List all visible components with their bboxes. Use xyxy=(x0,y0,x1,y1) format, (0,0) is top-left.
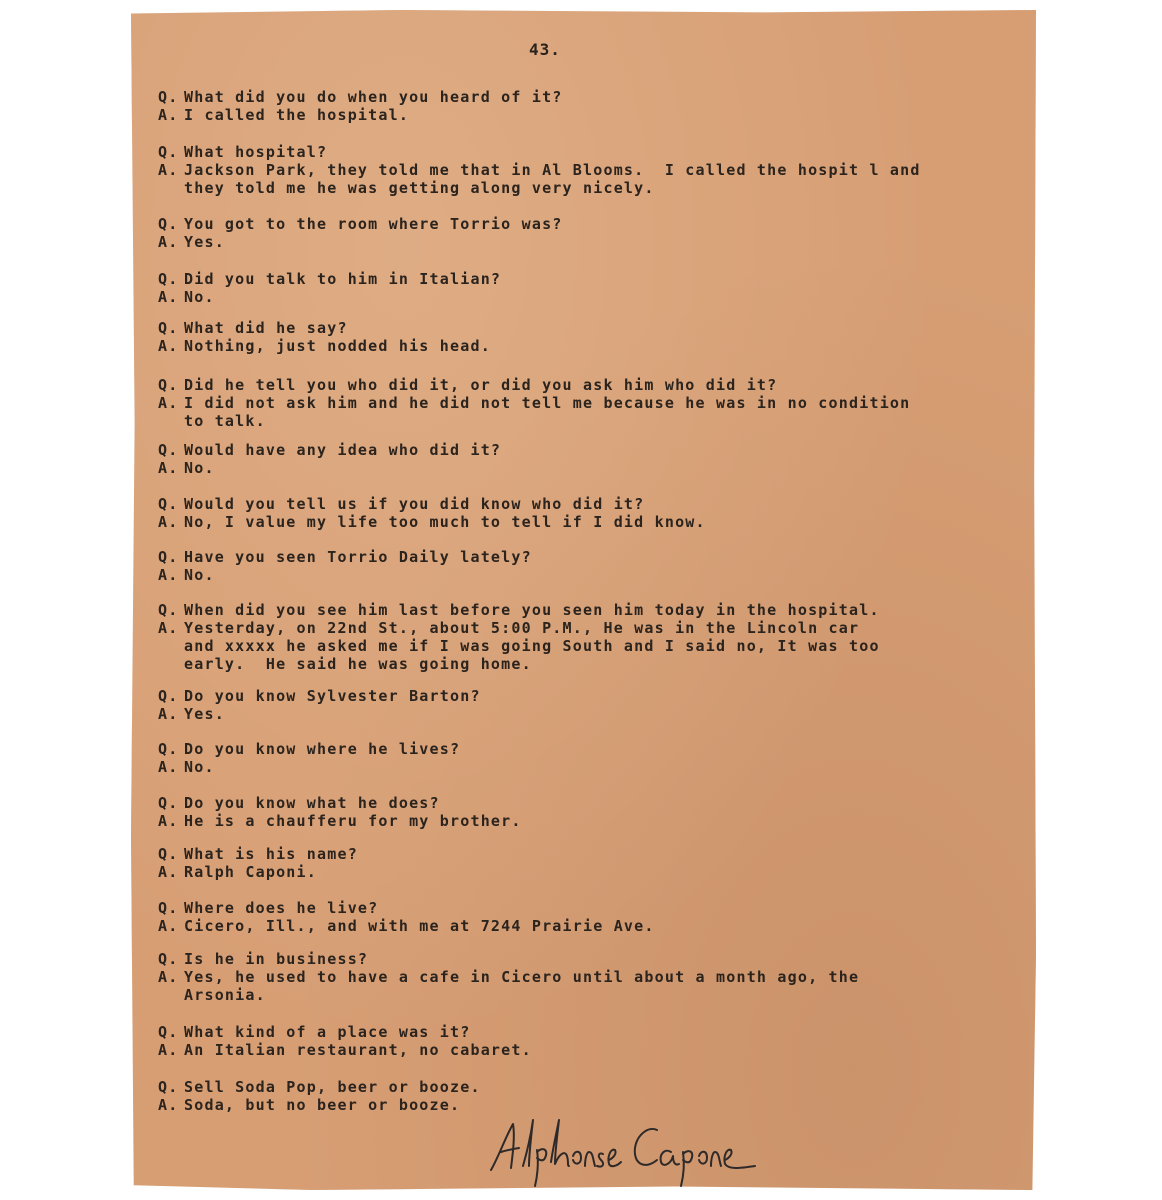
answer-line: A. Yes, he used to have a cafe in Cicero until about a month ago, the xyxy=(158,968,860,986)
answer-text: No, I value my life too much to tell if I did know. xyxy=(184,513,706,531)
qa-pair xyxy=(158,1023,532,1059)
question-line: Q. Where does he live? xyxy=(158,899,379,917)
question-line: Q. What hospital? xyxy=(158,143,328,161)
answer-line: A. Nothing, just nodded his head. xyxy=(158,337,491,355)
answer-text: early. He said he was going home. xyxy=(184,655,532,673)
answer-text: I did not ask him and he did not tell me because he was in no condition xyxy=(184,394,911,412)
answer-text: Soda, but no beer or booze. xyxy=(184,1096,461,1114)
question-text: What is his name? xyxy=(184,845,358,863)
question-text: When did you see him last before you seen him today in the hospital. xyxy=(184,601,880,619)
question-text: Do you know where he lives? xyxy=(184,740,461,758)
question-line: Q. Do you know where he lives? xyxy=(158,740,461,758)
qa-pair xyxy=(158,794,522,830)
question-line: Q. What is his name? xyxy=(158,845,358,863)
question-text: What did he say? xyxy=(184,319,348,337)
answer-line: A. I did not ask him and he did not tell me because he was in no condition xyxy=(158,394,911,412)
question-line: Q. What did you do when you heard of it? xyxy=(158,88,563,106)
qa-pair xyxy=(158,548,532,584)
answer-text: they told me he was getting along very nicely. xyxy=(184,179,655,197)
question-text: What hospital? xyxy=(184,143,328,161)
question-line: Q. What kind of a place was it? xyxy=(158,1023,471,1041)
question-text: You got to the room where Torrio was? xyxy=(184,215,563,233)
qa-pair xyxy=(158,1078,481,1114)
question-line: Q. Would you tell us if you did know who did it? xyxy=(158,495,645,513)
qa-pair xyxy=(158,740,460,776)
question-text: Did you talk to him in Italian? xyxy=(184,270,502,288)
question-text: Would have any idea who did it? xyxy=(184,441,502,459)
answer-line xyxy=(158,412,910,430)
question-line: Q. What did he say? xyxy=(158,319,348,337)
answer-line: A. Yesterday, on 22nd St., about 5:00 P.M., He was in the Lincoln car xyxy=(158,619,860,637)
question-line: Q. When did you see him last before you seen him today in the hospital. xyxy=(158,601,880,619)
qa-pair xyxy=(158,899,655,935)
question-line: Q. Did he tell you who did it, or did you ask him who did it? xyxy=(158,376,778,394)
answer-text: I called the hospital. xyxy=(184,106,410,124)
answer-text: Ralph Caponi. xyxy=(184,863,317,881)
answer-text: No. xyxy=(184,566,215,584)
answer-line: A. He is a chaufferu for my brother. xyxy=(158,812,522,830)
handwritten-signature xyxy=(485,1108,765,1188)
answer-line: A. No. xyxy=(158,758,215,776)
answer-line xyxy=(158,637,880,655)
qa-pair xyxy=(158,687,481,723)
answer-line: A. No. xyxy=(158,288,215,306)
answer-line: A. Jackson Park, they told me that in Al Blooms. I called the hospit l and xyxy=(158,161,921,179)
answer-line: A. Yes. xyxy=(158,233,225,251)
qa-pair xyxy=(158,319,491,355)
qa-pair xyxy=(158,215,563,251)
answer-text: Yesterday, on 22nd St., about 5:00 P.M., He was in the Lincoln car xyxy=(184,619,860,637)
answer-text: Yes. xyxy=(184,233,225,251)
answer-line: A. Soda, but no beer or booze. xyxy=(158,1096,461,1114)
question-text: What did you do when you heard of it? xyxy=(184,88,563,106)
question-line: Q. Would have any idea who did it? xyxy=(158,441,502,459)
question-text: Did he tell you who did it, or did you ask him who did it? xyxy=(184,376,778,394)
answer-text: Jackson Park, they told me that in Al Blooms. I called the hospit l and xyxy=(184,161,921,179)
answer-text: Yes, he used to have a cafe in Cicero until about a month ago, the xyxy=(184,968,860,986)
answer-text: to talk. xyxy=(184,412,266,430)
answer-line xyxy=(158,179,921,197)
question-text: Sell Soda Pop, beer or booze. xyxy=(184,1078,481,1096)
page-number: 43. xyxy=(529,40,561,59)
answer-line: A. No. xyxy=(158,459,215,477)
question-line: Q. Have you seen Torrio Daily lately? xyxy=(158,548,532,566)
answer-text: No. xyxy=(184,459,215,477)
question-line: Q. Is he in business? xyxy=(158,950,369,968)
answer-line: A. An Italian restaurant, no cabaret. xyxy=(158,1041,532,1059)
answer-text: Yes. xyxy=(184,705,225,723)
qa-pair xyxy=(158,601,880,673)
answer-text: Cicero, Ill., and with me at 7244 Prairie Ave. xyxy=(184,917,655,935)
answer-text: An Italian restaurant, no cabaret. xyxy=(184,1041,532,1059)
answer-line: A. No, I value my life too much to tell if I did know. xyxy=(158,513,706,531)
answer-text: No. xyxy=(184,288,215,306)
question-line: Q. Do you know Sylvester Barton? xyxy=(158,687,481,705)
answer-line xyxy=(158,986,859,1004)
answer-text: Arsonia. xyxy=(184,986,266,1004)
answer-line: A. Cicero, Ill., and with me at 7244 Prairie Ave. xyxy=(158,917,655,935)
qa-pair xyxy=(158,143,921,197)
question-text: Do you know Sylvester Barton? xyxy=(184,687,481,705)
question-text: Do you know what he does? xyxy=(184,794,440,812)
question-text: Have you seen Torrio Daily lately? xyxy=(184,548,532,566)
question-text: Where does he live? xyxy=(184,899,379,917)
question-line: Q. Did you talk to him in Italian? xyxy=(158,270,502,288)
qa-pair xyxy=(158,270,501,306)
qa-pair xyxy=(158,376,910,430)
answer-text: No. xyxy=(184,758,215,776)
qa-pair xyxy=(158,845,358,881)
answer-line: A. Ralph Caponi. xyxy=(158,863,317,881)
answer-text: He is a chaufferu for my brother. xyxy=(184,812,522,830)
answer-text: Nothing, just nodded his head. xyxy=(184,337,491,355)
qa-pair xyxy=(158,495,706,531)
question-text: Is he in business? xyxy=(184,950,369,968)
answer-line: A. I called the hospital. xyxy=(158,106,410,124)
qa-pair xyxy=(158,441,501,477)
answer-text: and xxxxx he asked me if I was going South and I said no, It was too xyxy=(184,637,880,655)
question-line: Q. Do you know what he does? xyxy=(158,794,440,812)
question-line: Q. Sell Soda Pop, beer or booze. xyxy=(158,1078,481,1096)
qa-pair xyxy=(158,950,859,1004)
answer-line xyxy=(158,655,880,673)
question-text: What kind of a place was it? xyxy=(184,1023,471,1041)
qa-pair xyxy=(158,88,563,124)
question-text: Would you tell us if you did know who did it? xyxy=(184,495,645,513)
question-line: Q. You got to the room where Torrio was? xyxy=(158,215,563,233)
answer-line: A. No. xyxy=(158,566,215,584)
answer-line: A. Yes. xyxy=(158,705,225,723)
